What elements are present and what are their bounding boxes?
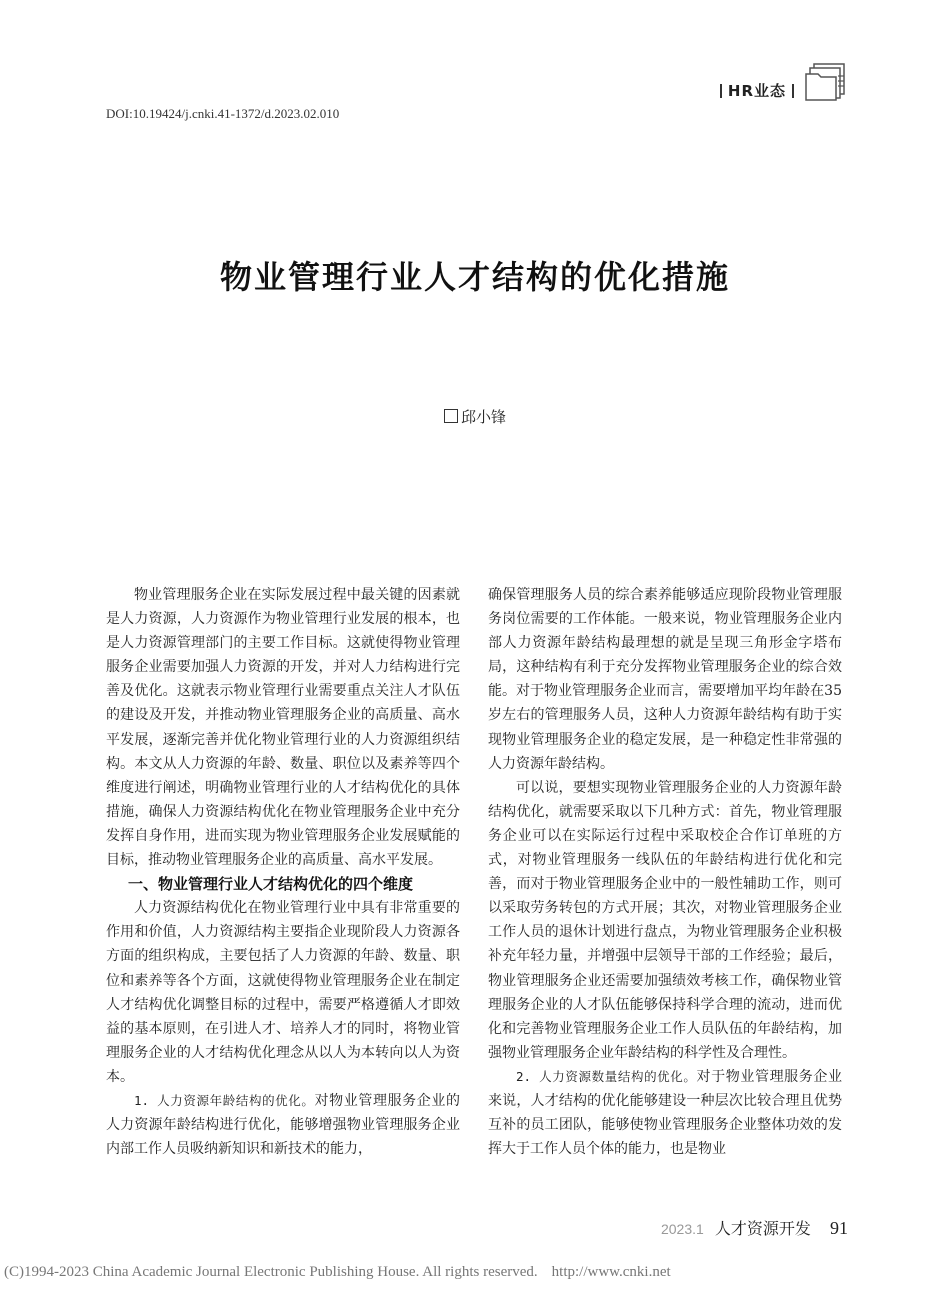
right-column — [488, 583, 842, 1161]
paragraph — [488, 1065, 842, 1161]
copyright-text: (C)1994-2023 China Academic Journal Electronic Publishing House. All rights reserved. — [4, 1264, 538, 1280]
folder-icon — [804, 62, 848, 102]
divider — [720, 84, 722, 98]
journal-name: 人才资源开发 — [714, 1219, 811, 1238]
cnki-link[interactable]: http://www.cnki.net — [551, 1264, 671, 1280]
paragraph: 物业管理服务企业在实际发展过程中最关键的因素就是人力资源，人力资源作为物业管理行业发展的根本，也是人力资源管理部门的主要工作目标。这就使得物业管理服务企业需要加强人力资源的开发，并对人力结构进行完善及优化。这就表示物业管理行业需要重点关注人才队伍的建设及开发，并推动物业管理服务企业的高质量、高水平发展，逐渐完善并优化物业管理行业的人力资源组织结构。本文从人力资源的年龄、数量、职位以及素养等四个维度进行阐述，明确物业管理行业的人才结构优化的具体措施，确保人力资源结构优化在物业管理服务企业中充分发挥自身作用，进而实现为物业管理服务企业发展赋能的目标，推动物业管理服务企业的高质量、高水平发展。 — [106, 587, 460, 869]
paragraph: 人力资源结构优化在物业管理行业中具有非常重要的作用和价值，人力资源结构主要指企业现阶段人力资源各方面的组织构成，主要包括了人力资源的年龄、数量、职位和素养等各个方面，这就使得物业管理服务企业在制定人才结构优化调整目标的过程中，需要严格遵循人才即效益的基本原则，在引进人才、培养人才的同时，将物业管理服务企业的人才结构优化理念从以人为本转向以人为资本。 — [106, 900, 460, 1085]
divider — [792, 84, 794, 98]
paragraph: 确保管理服务人员的综合素养能够适应现阶段物业管理服务岗位需要的工作体能。一般来说，物业管理服务企业内部人力资源年龄结构最理想的就是呈现三角形金字塔布局，这种结构有利于充分发挥物业管理服务企业的综合效能。对于物业管理服务企业而言，需要增加平均年龄在35岁左右的管理服务人员，这种人力资源年龄结构有助于实现物业管理服务企业的稳定发展，是一种稳定性非常强的人力资源年龄结构。 — [488, 587, 842, 772]
section-tag — [714, 80, 800, 101]
paragraph-body: 对物业管理服务企业的人力资源年龄结构进行优化，能够增强物业管理服务企业内部工作人员吸纳新知识和新技术的能力， — [106, 1092, 461, 1158]
author-name: 邱小锋 — [460, 408, 506, 426]
copyright — [4, 1264, 671, 1281]
author — [0, 406, 950, 427]
article-title: 物业管理行业人才结构的优化措施 — [219, 258, 730, 296]
page-footer — [661, 1216, 848, 1239]
paragraph-body: 对于物业管理服务企业来说，人才结构的优化能够建设一种层次比较合理且优势互补的员工团队，能够使物业管理服务企业整体功效的发挥大于工作人员个体的能力，也是物业 — [488, 1068, 843, 1158]
page-number: 91 — [830, 1218, 848, 1238]
issue-year: 2023.1 — [660, 1221, 704, 1237]
paragraph — [106, 1089, 460, 1161]
subheading: 2. 人力资源数量结构的优化。 — [516, 1068, 697, 1084]
author-box-icon — [444, 409, 458, 423]
section-heading: 一、物业管理行业人才结构优化的四个维度 — [128, 875, 414, 894]
section-label: HR业态 — [727, 82, 786, 100]
subheading: 1. 人力资源年龄结构的优化。 — [134, 1092, 315, 1108]
paragraph: 可以说，要想实现物业管理服务企业的人力资源年龄结构优化，就需要采取以下几种方式：首先，物业管理服务企业可以在实际运行过程中采取校企合作订单班的方式，对物业管理服务一线队伍的年龄结构进行优化和完善，而对于物业管理服务企业中的一般性辅助工作，则可以采取劳务转包的方式开展；其次，对物业管理服务企业工作人员的退休计划进行盘点，为物业管理服务企业积极补充年轻力量，并增强中层领导干部的工作经验；最后，物业管理服务企业还需要加强绩效考核工作，确保物业管理服务企业的人才队伍能够保持科学合理的流动，进而优化和完善物业管理服务企业工作人员队伍的年龄结构，加强物业管理服务企业年龄结构的科学性及合理性。 — [488, 779, 842, 1061]
doi: DOI:10.19424/j.cnki.41-1372/d.2023.02.010 — [106, 106, 340, 121]
left-column — [106, 583, 460, 1161]
